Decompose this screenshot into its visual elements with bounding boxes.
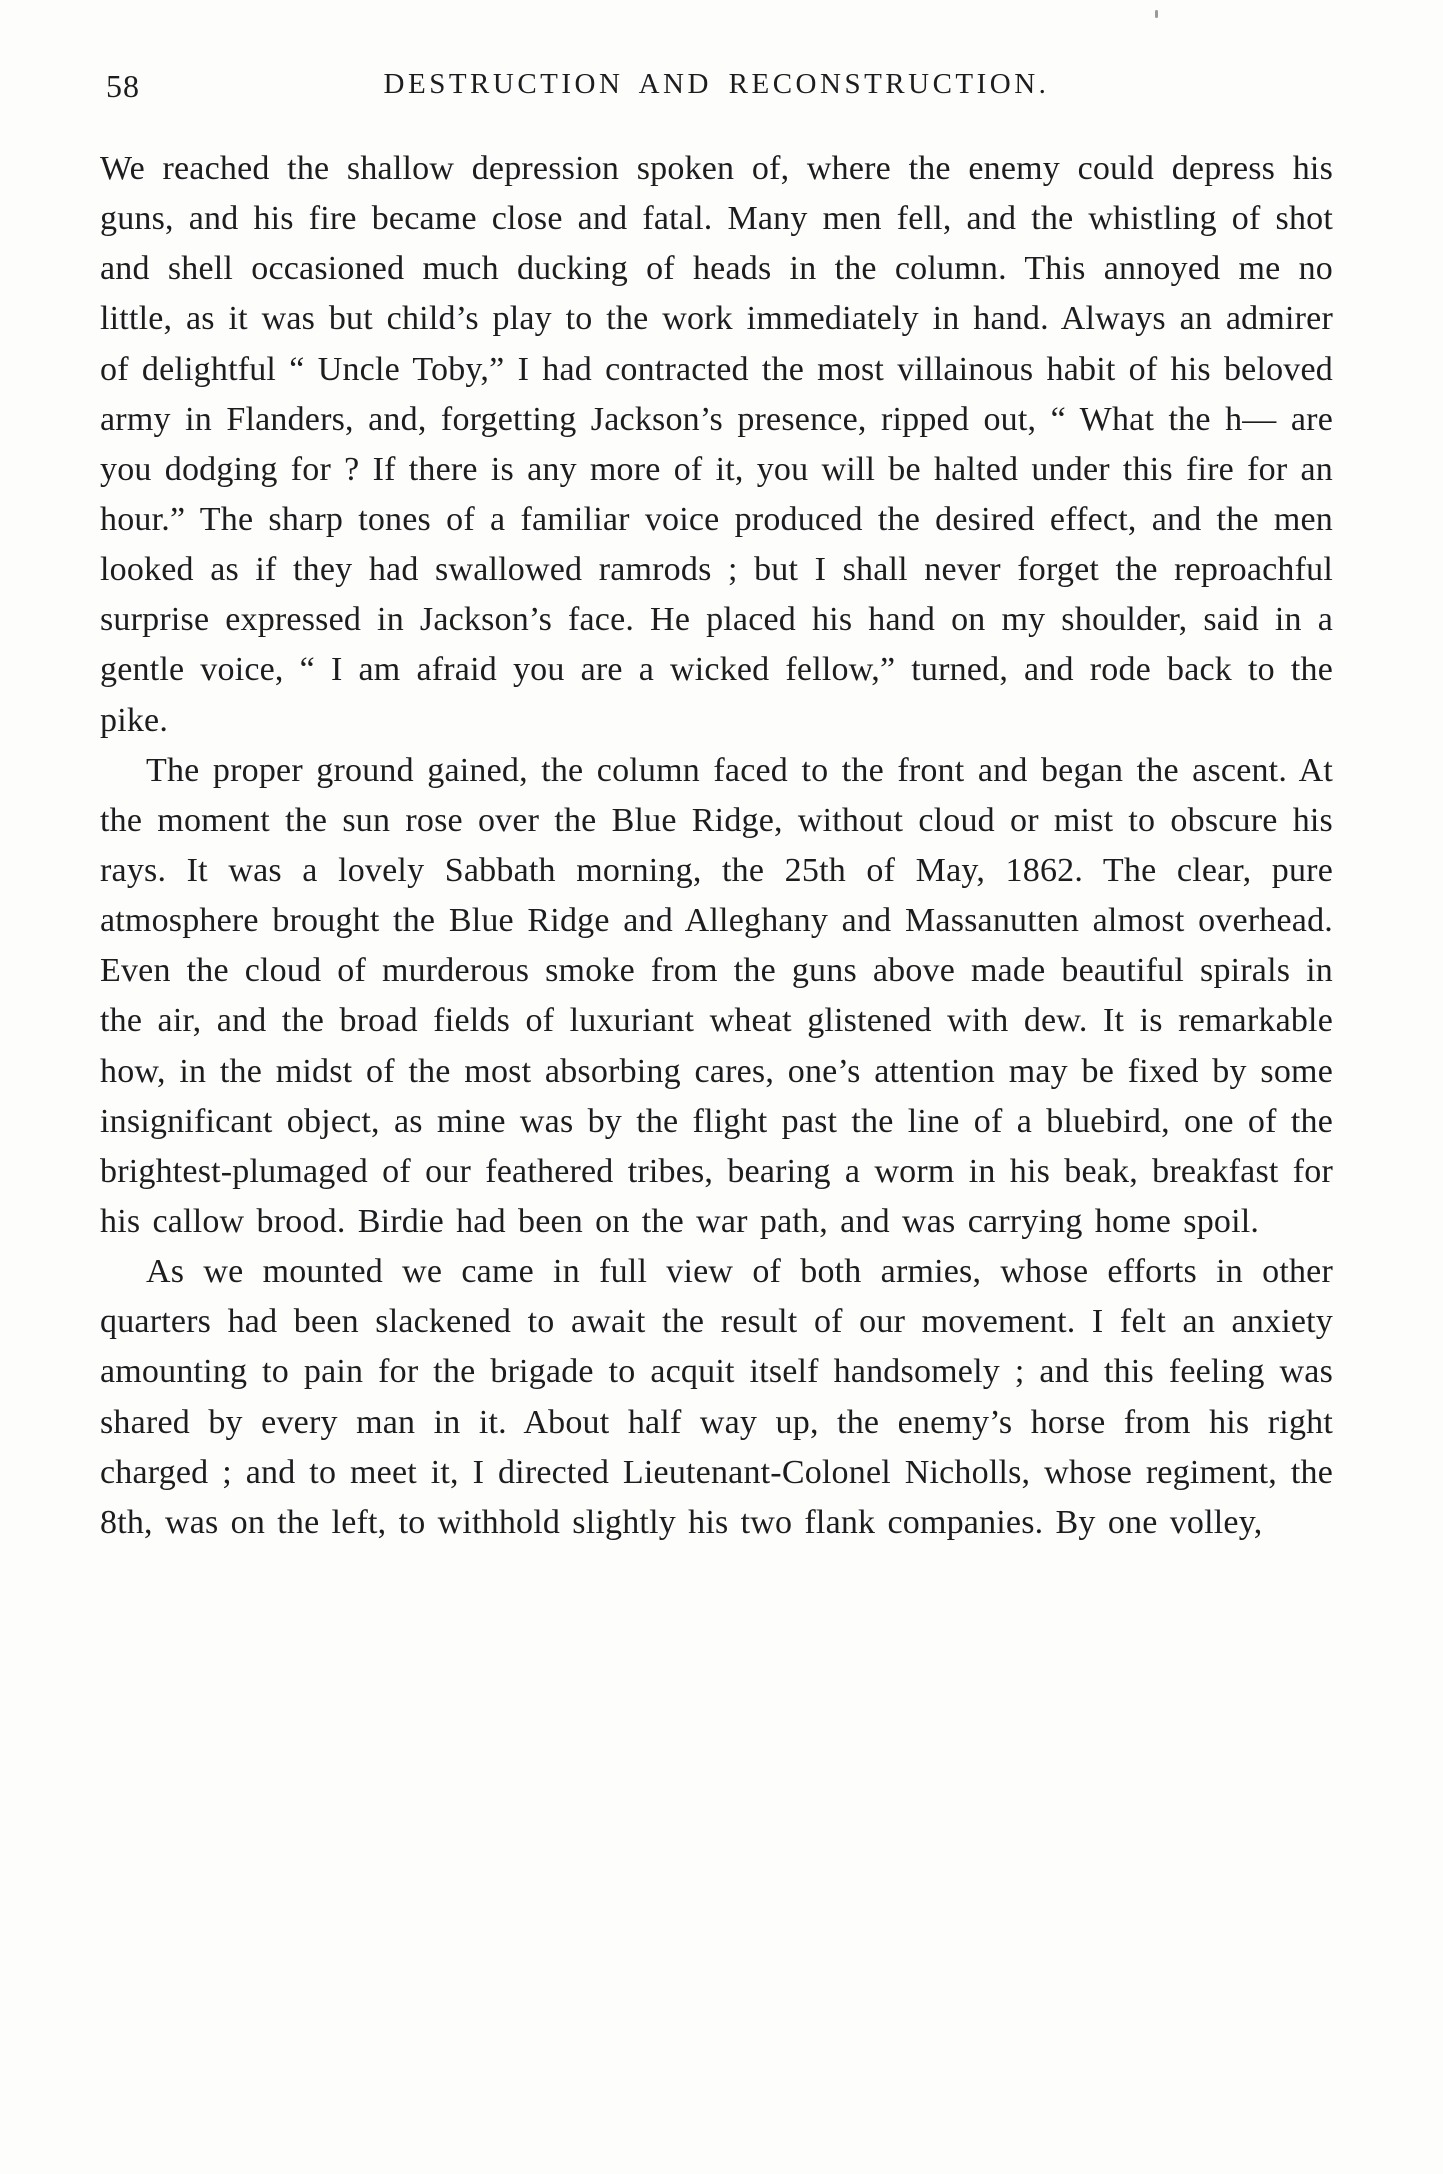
paragraph: As we mounted we came in full view of both armies, whose efforts in other quarters had been slackened to await the result of our movement. I felt an anxiety amounting to pain for the brigade to acquit itself handsomely ; and this feeling was shared by every man in it. About half way up, the enemy’s horse from his right charged ; and to meet it, I directed Lieutenant-Colonel Nicholls, whose regiment, the 8th, was on the left, to withhold slightly his two flank companies. By one volley,: [100, 1253, 1333, 1541]
paragraph: The proper ground gained, the column faced to the front and began the ascent. At the moment the sun rose over the Blue Ridge, without cloud or mist to obscure his rays. It was a lovely Sabbath morning, the 25th of May, 1862. The clear, pure atmosphere brought the Blue Ridge and Alleghany and Massanutten almost overhead. Even the cloud of murderous smoke from the guns above made beautiful spirals in the air, and the broad fields of luxuriant wheat glistened with dew. It is remarkable how, in the midst of the most absorbing cares, one’s attention may be fixed by some insignificant object, as mine was by the flight past the line of a bluebird, one of the brightest-plumaged of our feathered tribes, bearing a worm in his beak, breakfast for his callow brood. Birdie had been on the war path, and was carrying home spoil.: [100, 751, 1333, 1240]
paragraph-continuation: We reached the shallow depression spoken of, where the enemy could depress his guns, and his fire became close and fatal. Many men fell, and the whistling of shot and shell occasioned much ducking of heads in the column. This annoyed me no little, as it was but child’s play to the work immediately in hand. Always an admirer of delightful “ Uncle Toby,” I had contracted the most villainous habit of his beloved army in Flanders, and, forgetting Jackson’s presence, ripped out, “ What the h— are you dodging for ? If there is any more of it, you will be halted under this fire for an hour.” The sharp tones of a familiar voice produced the desired effect, and the men looked as if they had swallowed ramrods ; but I shall never forget the reproachful surprise expressed in Jackson’s face. He placed his hand on my shoulder, said in a gentle voice, “ I am afraid you are a wicked fellow,” turned, and rode back to the pike.: [100, 150, 1333, 739]
running-title: DESTRUCTION AND RECONSTRUCTION.: [383, 68, 1050, 100]
page-header: [100, 66, 1333, 112]
page-number: 58: [106, 68, 140, 104]
page-body: [100, 144, 1333, 1548]
scan-artifact: [1155, 10, 1158, 18]
